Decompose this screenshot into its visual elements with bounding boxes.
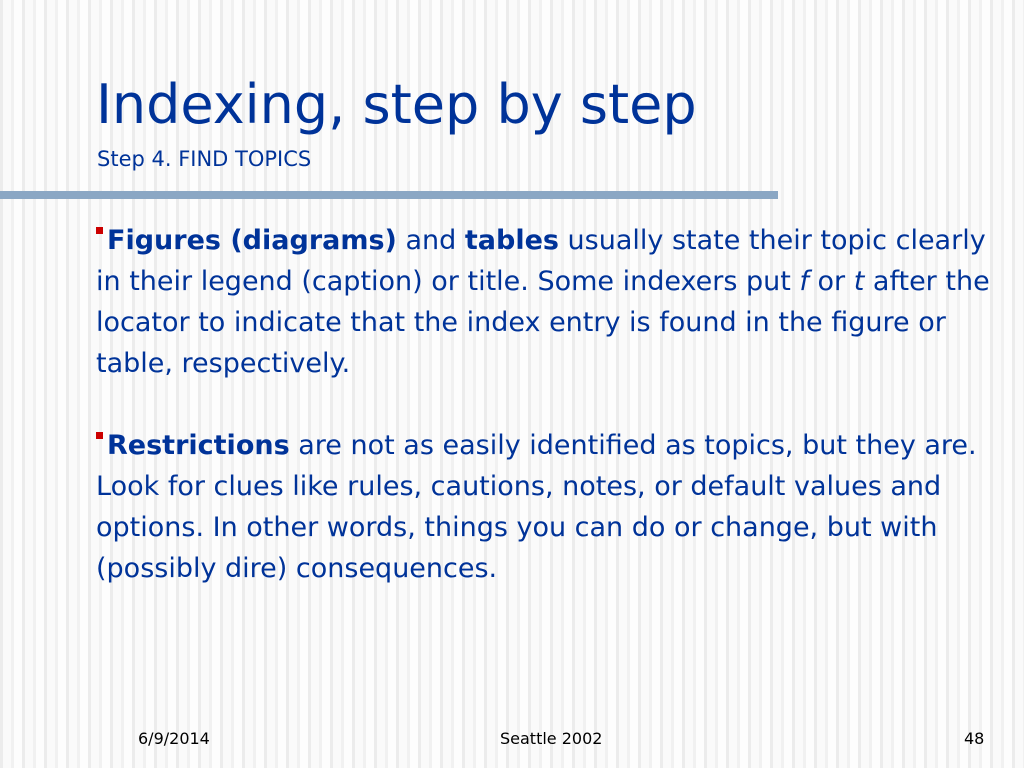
body-text-run: or — [808, 266, 854, 297]
bullet-restrictions — [96, 425, 996, 589]
square-bullet-icon — [96, 432, 103, 439]
body-text-run: are not as easily identified as topics, but they are. Look for clues like rules, cautions, notes, or default values and options. In other words, things you can do or change, but with (possibly dire) consequences. — [96, 430, 977, 584]
footer-page-number: 48 — [964, 729, 985, 748]
body-text-run: and — [396, 225, 465, 256]
italic-f: f — [799, 266, 809, 297]
slide-subtitle: Step 4. FIND TOPICS — [97, 147, 312, 171]
italic-t: t — [853, 266, 865, 297]
title-divider — [0, 191, 778, 199]
footer-event: Seattle 2002 — [500, 729, 603, 748]
term-restrictions: Restrictions — [107, 430, 290, 461]
slide-title: Indexing, step by step — [96, 73, 697, 136]
square-bullet-icon — [96, 227, 103, 234]
term-figures: Figures (diagrams) — [107, 225, 397, 256]
term-tables: tables — [464, 225, 559, 256]
footer-date: 6/9/2014 — [138, 729, 210, 748]
bullet-figures-tables — [96, 220, 996, 384]
body-text-run: usually state their topic clearly in their legend (caption) or title. Some indexers put — [96, 225, 986, 297]
slide-body — [96, 220, 996, 630]
body-text-run: after the locator to indicate that the index entry is found in the figure or table, respectively. — [96, 266, 990, 379]
